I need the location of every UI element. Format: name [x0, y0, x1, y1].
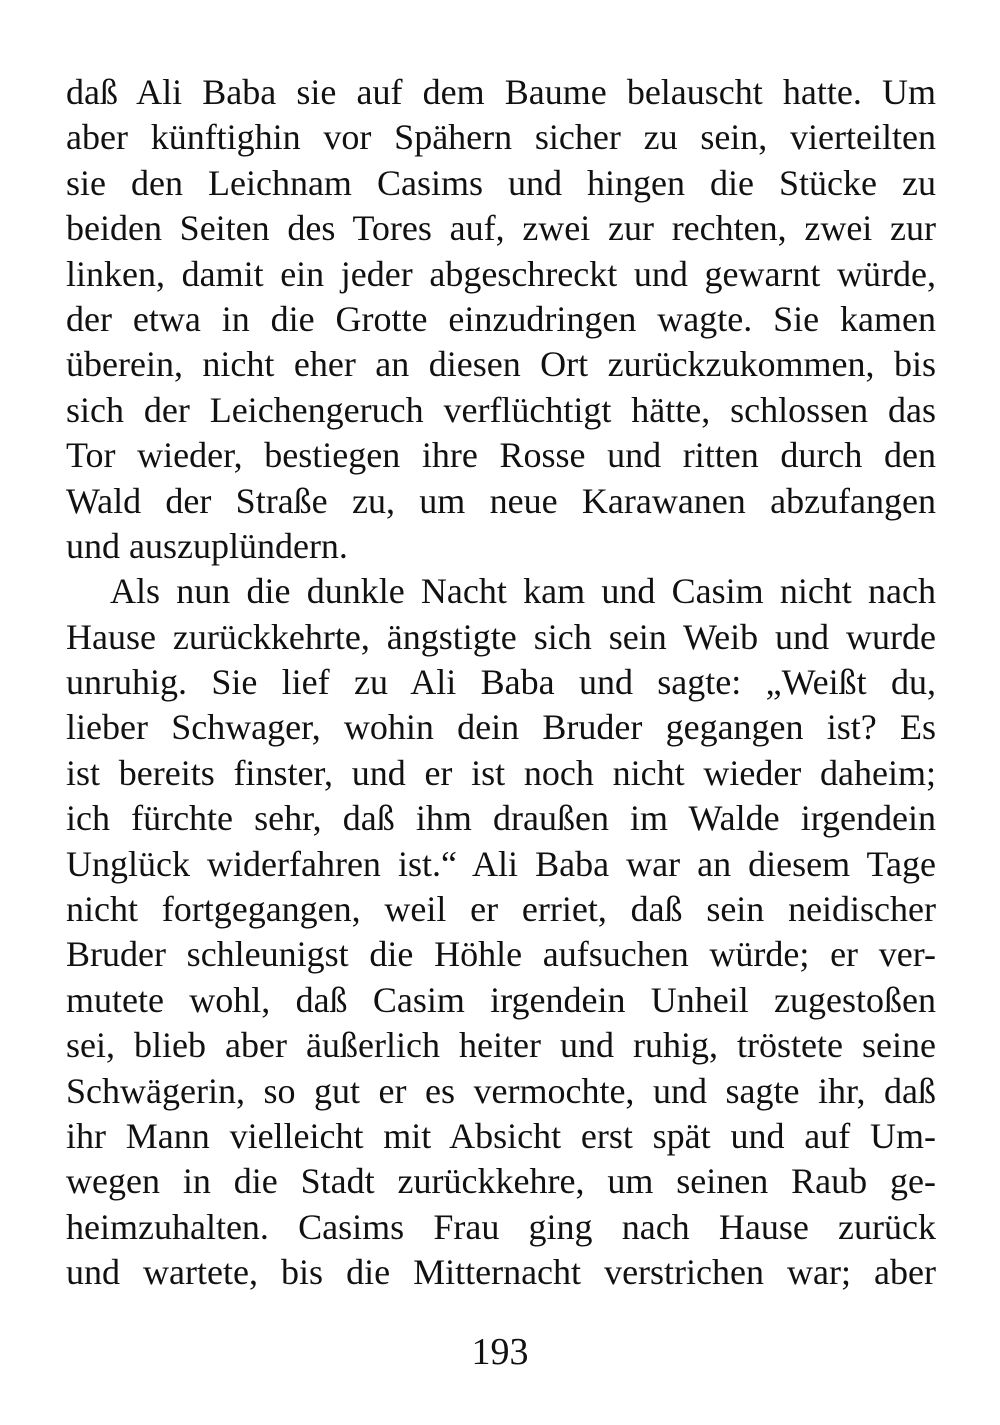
text-line: sich der Leichengeruch verflüchtigt hätte, schlossen das	[66, 389, 936, 430]
text-line: der etwa in die Grotte einzudringen wagte. Sie kamen	[66, 298, 936, 339]
paragraph	[66, 569, 936, 1295]
text-line: und auszuplündern.	[66, 525, 348, 566]
text-line: lieber Schwager, wohin dein Bruder gegangen ist? Es	[66, 707, 936, 748]
text-line: Unglück widerfahren ist.“ Ali Baba war an diesem Tage	[66, 843, 936, 884]
text-line: mutete wohl, daß Casim irgendein Unheil zugestoßen	[66, 979, 936, 1020]
text-line: heimzuhalten. Casims Frau ging nach Hause zurück	[66, 1206, 936, 1247]
text-line: wegen in die Stadt zurückkehre, um seinen Raub ge-	[66, 1161, 936, 1202]
text-line: ist bereits finster, und er ist noch nicht wieder daheim;	[66, 752, 936, 793]
text-line: überein, nicht eher an diesen Ort zurückzukommen, bis	[66, 344, 936, 385]
text-line: Tor wieder, bestiegen ihre Rosse und ritten durch den	[66, 435, 936, 476]
text-line: ich fürchte sehr, daß ihm draußen im Walde irgendein	[66, 798, 936, 839]
text-line: Wald der Straße zu, um neue Karawanen abzufangen	[66, 480, 936, 521]
text-line: ihr Mann vielleicht mit Absicht erst spät und auf Um-	[66, 1115, 936, 1156]
text-line: Schwägerin, so gut er es vermochte, und sagte ihr, daß	[66, 1070, 936, 1111]
text-line: sie den Leichnam Casims und hingen die Stücke zu	[66, 162, 936, 203]
text-line: daß Ali Baba sie auf dem Baume belauscht hatte. Um	[66, 72, 936, 112]
text-line: Hause zurückkehrte, ängstigte sich sein Weib und wurde	[66, 616, 936, 657]
text-line: beiden Seiten des Tores auf, zwei zur rechten, zwei zur	[66, 208, 936, 249]
text-line: Bruder schleunigst die Höhle aufsuchen würde; er ver-	[66, 934, 936, 975]
text-line: linken, damit ein jeder abgeschreckt und gewarnt würde,	[66, 253, 936, 294]
text-line: nicht fortgegangen, weil er erriet, daß sein neidischer	[66, 889, 936, 930]
text-line: aber künftighin vor Spähern sicher zu sein, vierteilten	[66, 117, 936, 158]
page-number: 193	[471, 1331, 529, 1373]
text-line: und wartete, bis die Mitternacht verstrichen war; aber	[66, 1252, 936, 1293]
body-text	[66, 70, 936, 1296]
paragraph	[66, 70, 936, 569]
text-line: unruhig. Sie lief zu Ali Baba und sagte: „Weißt du,	[66, 662, 936, 703]
text-line: sei, blieb aber äußerlich heiter und ruhig, tröstete seine	[66, 1025, 936, 1066]
text-line: Als nun die dunkle Nacht kam und Casim nicht nach	[110, 571, 936, 612]
